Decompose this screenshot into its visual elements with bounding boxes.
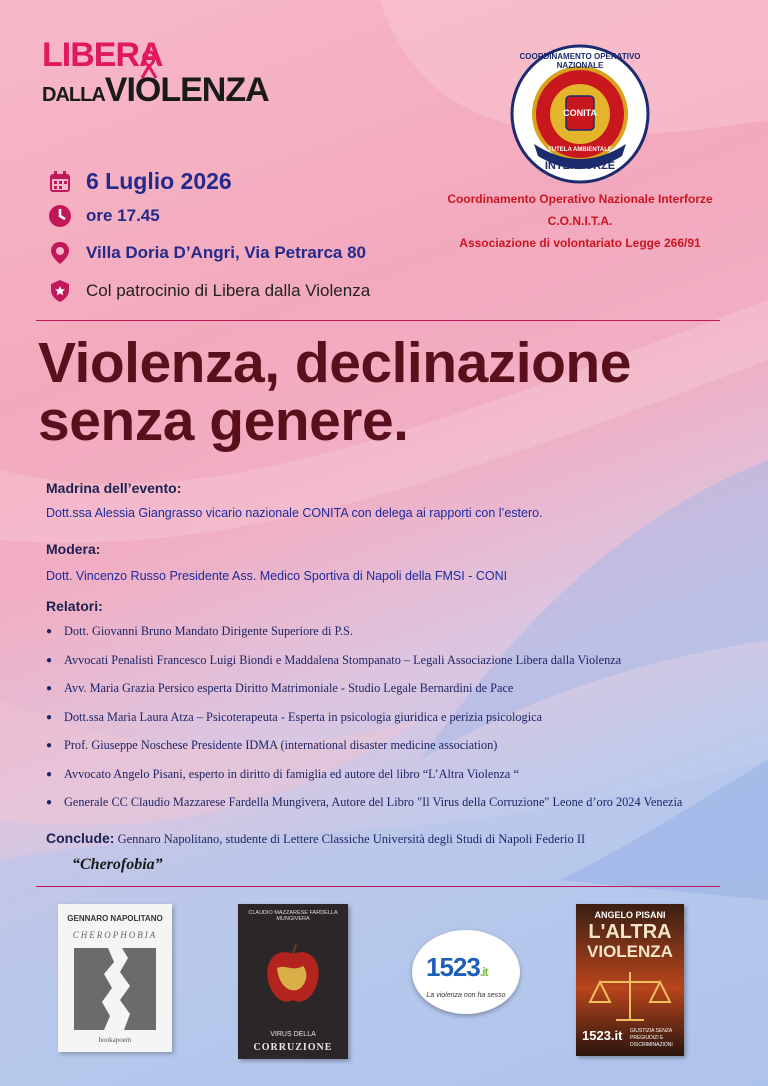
list-item: ● Dott.ssa Maria Laura Atza – Psicoterapeuta - Esperta in psicologia giuridica e perizia psicologica [46, 709, 543, 724]
organization-block [420, 188, 740, 254]
1523-number: 1523 [426, 952, 480, 982]
list-item: ● Avv. Maria Grazia Persico esperta Diritto Matrimoniale - Studio Legale Bernardini de Pace [46, 681, 514, 695]
location-pin-icon [48, 241, 72, 265]
bottom-divider [36, 886, 720, 887]
list-item: ● Prof. Giuseppe Noschese Presidente IDMA (international disaster medicine association) [46, 738, 498, 752]
madrina-label: Madrina dell’evento: [46, 480, 182, 496]
book-virus-corruzione-cover [238, 904, 348, 1059]
calendar-icon [48, 170, 72, 194]
relatori-list [46, 624, 682, 824]
event-patronage: Col patrocinio di Libera dalla Violenza [86, 281, 371, 300]
conclude-text: Gennaro Napolitano, studente di Lettere Classiche Università degli Studi di Napoli Federio II [117, 832, 586, 846]
list-item: ● Avvocato Angelo Pisani, esperto in diritto di famiglia ed autore del libro “L’Altra Violenza “ [46, 766, 519, 781]
book4-subtitle: GIUSTIZIA SENZA PREGIUDIZI E DISCRIMINAZIONI [630, 1028, 673, 1048]
1523-logo [412, 930, 520, 1014]
event-time: ore 17.45 [86, 206, 160, 225]
book-cherophobia-cover [58, 904, 172, 1052]
conclude-line [46, 830, 585, 847]
modera-text: Dott. Vincenzo Russo Presidente Ass. Medico Sportiva di Napoli della FMSI - CONI [46, 569, 508, 583]
cherofobia-quote: “Cherofobia” [72, 856, 163, 873]
relatori-label: Relatori: [46, 598, 103, 614]
book4-badge: 1523.it [582, 1028, 623, 1043]
conita-seal [510, 44, 650, 184]
book1-title: CHEROPHOBIA [72, 930, 158, 940]
madrina-text: Dott.ssa Alessia Giangrasso vicario nazionale CONITA con delega ai rapporti con l’estero. [46, 506, 543, 520]
event-title [38, 331, 631, 453]
title-line2: senza genere. [38, 389, 409, 453]
list-item: ● Avvocati Penalisti Francesco Luigi Biondi e Maddalena Stompanato – Legali Associazione Libera dalla Violenza [46, 652, 622, 667]
1523-slogan: La violenza non ha sesso [426, 992, 506, 999]
rotten-apple-illustration [263, 942, 323, 1006]
logo-line2b: VIOLENZA [104, 71, 269, 109]
book-altra-violenza-cover [576, 904, 684, 1056]
torn-paper-illustration [74, 948, 156, 1030]
1523-suffix: .it [479, 965, 488, 979]
book2-title2: CORRUZIONE [253, 1042, 333, 1053]
logo-line1: LIBERA [42, 36, 163, 74]
clock-icon [48, 204, 72, 228]
conclude-label: Conclude: [46, 830, 115, 846]
list-item: ● Generale CC Claudio Mazzarese Fardella Mungivera, Autore del Libro "Il Virus della Corruzione" Leone d’oro 2024 Venezia [46, 795, 683, 809]
book1-author: GENNARO NAPOLITANO [67, 914, 163, 923]
book4-author: ANGELO PISANI [594, 910, 666, 920]
shield-star-icon [48, 279, 72, 303]
seal-top-text: COORDINAMENTO OPERATIVO NAZIONALE [519, 52, 641, 70]
top-divider [36, 320, 720, 321]
place-row [48, 241, 366, 265]
seal-ribbon-text: TUTELA AMBIENTALE [548, 147, 612, 153]
ribbon-icon [138, 50, 160, 80]
org-acronym: C.O.N.I.T.A. [547, 214, 613, 228]
libera-dalla-violenza-logo [42, 36, 269, 110]
scales-of-justice-illustration [586, 968, 674, 1024]
book2-title1: VIRUS DELLA [270, 1031, 316, 1038]
event-date: 6 Luglio 2026 [86, 168, 232, 194]
event-place: Villa Doria D’Angri, Via Petrarca 80 [86, 243, 367, 262]
date-row [48, 168, 232, 195]
seal-center-text: CONITA [563, 108, 597, 118]
book4-title2: VIOLENZA [587, 942, 673, 961]
patronage-row [48, 279, 370, 303]
seal-bottom-text: INTERFORZE [544, 160, 616, 172]
title-line1: Violenza, declinazione [38, 331, 631, 395]
book2-author: CLAUDIO MAZZARESE FARDELLA MUNGIVERA [248, 910, 338, 922]
list-item: ● Dott. Giovanni Bruno Mandato Dirigente Superiore di P.S. [46, 624, 353, 638]
modera-label: Modera: [46, 541, 101, 557]
book4-title1: L'ALTRA [588, 921, 672, 943]
org-law: Associazione di volontariato Legge 266/91 [459, 236, 701, 250]
time-row [48, 204, 160, 228]
logo-line2a: DALLA [42, 84, 105, 106]
org-name: Coordinamento Operativo Nazionale Interforze [447, 192, 713, 206]
book1-publisher: bookapoem [98, 1036, 132, 1044]
